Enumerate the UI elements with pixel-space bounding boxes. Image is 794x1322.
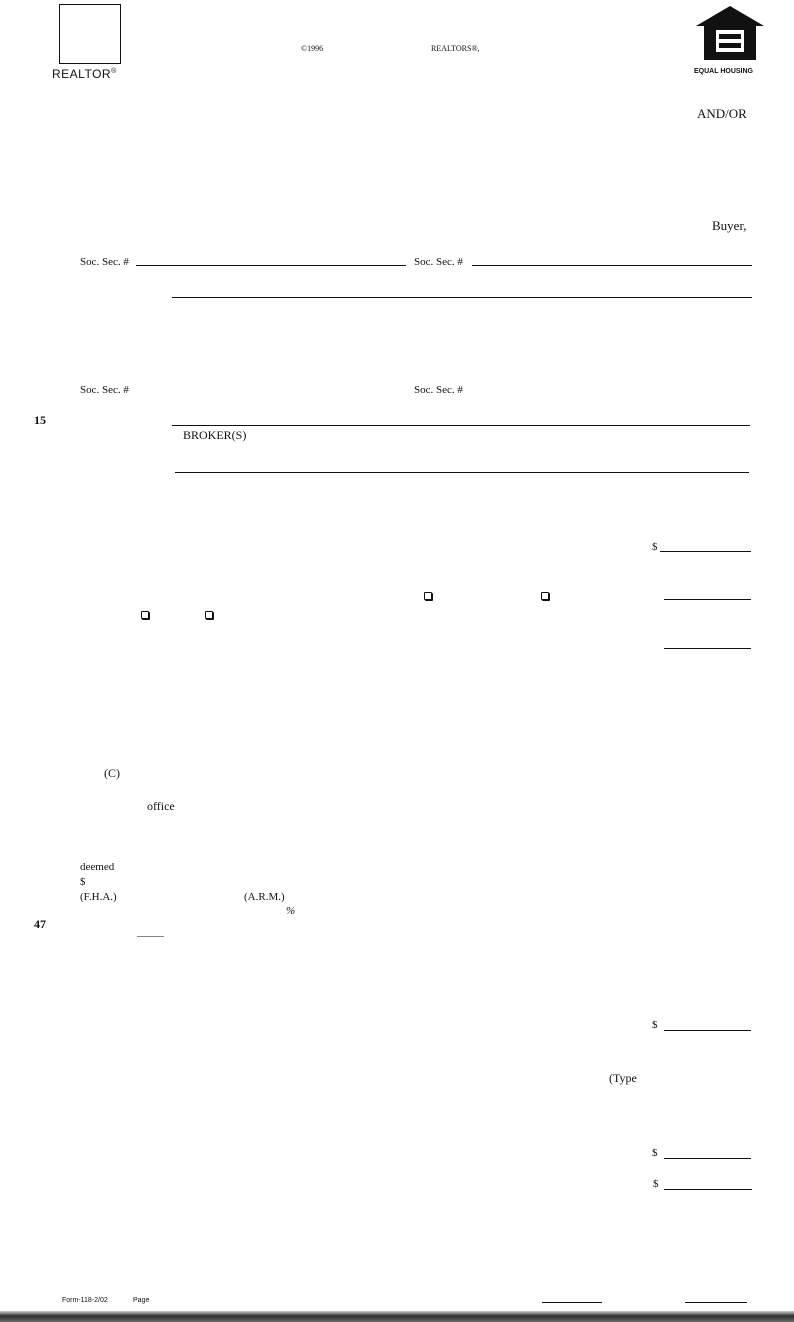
buyer-address-field[interactable] (172, 297, 752, 298)
seller-initials-field[interactable] (685, 1302, 747, 1303)
arm-text: (A.R.M.) (244, 891, 285, 903)
equal-housing-label: EQUAL HOUSING (694, 68, 753, 75)
deemed-text: deemed (80, 861, 115, 873)
total-field[interactable] (664, 1189, 752, 1190)
fha-text: (F.H.A.) (80, 891, 117, 903)
realtor-label: REALTOR (52, 67, 112, 81)
checkbox-option-c[interactable] (141, 611, 149, 619)
realtor-logo-box (59, 4, 121, 64)
deposit-amount-field[interactable] (664, 599, 751, 600)
type-text: (Type (609, 1071, 637, 1085)
seller-address-field[interactable] (172, 425, 750, 426)
soc-sec-label-3: Soc. Sec. # (80, 384, 129, 396)
checkbox-option-d[interactable] (205, 611, 213, 619)
percent-sign: % (286, 905, 296, 917)
bottom-scan-bar (0, 1311, 794, 1322)
balance-field[interactable] (664, 1158, 751, 1159)
buyer-initials-field[interactable] (542, 1302, 602, 1303)
soc-sec-label-2: Soc. Sec. # (414, 256, 463, 268)
office-text: office (147, 799, 175, 813)
brokers-label: BROKER(S) (183, 428, 247, 442)
realtor-logo-text (52, 66, 117, 80)
copyright-year: ©1996 (301, 44, 324, 53)
soc-sec-field-1[interactable] (136, 265, 406, 266)
section-c-label: (C) (104, 766, 120, 780)
purchase-price-field[interactable] (660, 551, 751, 552)
mortgage-amount-dollar: $ (652, 1019, 658, 1031)
line-number-15: 15 (34, 413, 46, 427)
soc-sec-field-2[interactable] (472, 265, 752, 266)
soc-sec-label-1: Soc. Sec. # (80, 256, 129, 268)
interest-field-stroke[interactable] (137, 936, 164, 937)
mortgage-dollar: $ (80, 876, 86, 888)
page-label: Page (133, 1297, 150, 1304)
equal-housing-icon (692, 4, 768, 62)
buyer-text: Buyer, (712, 218, 747, 233)
purchase-price-dollar: $ (652, 541, 658, 553)
soc-sec-label-4: Soc. Sec. # (414, 384, 463, 396)
realtor-registered-mark: ® (111, 68, 117, 75)
balance-dollar: $ (652, 1147, 658, 1159)
line-number-47: 47 (34, 917, 46, 931)
checkbox-option-b[interactable] (541, 592, 549, 600)
form-id: Form-118-2/02 (62, 1297, 108, 1304)
broker-name-field[interactable] (175, 472, 749, 473)
and-or-text: AND/OR (697, 106, 747, 121)
realtors-text: REALTORS®, (431, 44, 480, 53)
additional-deposit-field[interactable] (664, 648, 751, 649)
mortgage-amount-field[interactable] (664, 1030, 751, 1031)
total-dollar: $ (653, 1178, 659, 1190)
checkbox-option-a[interactable] (424, 592, 432, 600)
